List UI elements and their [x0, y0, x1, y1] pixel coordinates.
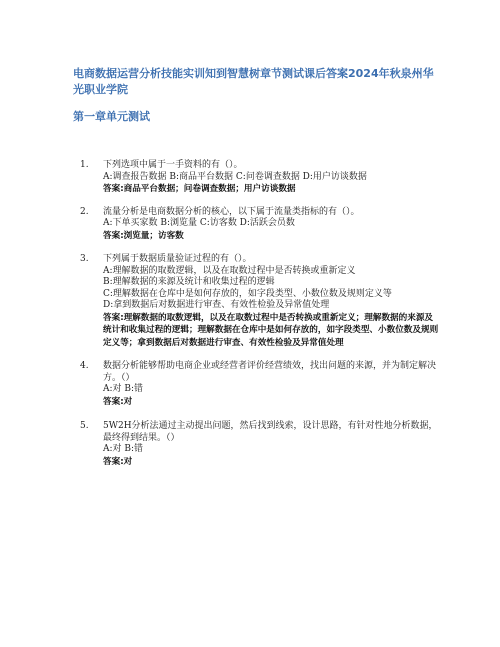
question-text: 下列属于数据质量验证过程的有（）。 — [103, 254, 252, 264]
question-number: 2. — [80, 206, 89, 217]
question-number: 3. — [80, 254, 89, 264]
question-number: 5. — [80, 421, 89, 431]
question-item — [80, 421, 440, 468]
chapter-title: 第一章单元测试 — [73, 110, 150, 123]
question-answer: 答案:浏览量；访客数 — [103, 230, 184, 241]
question-answer: 答案:对 — [103, 396, 133, 407]
question-text: 流量分析是电商数据分析的核心，以下属于流量类指标的有（）。 — [103, 206, 360, 217]
question-options: A:下单买家数 B:浏览量 C:访客数 D:活跃会员数 — [103, 218, 295, 228]
question-text: 数据分析能够帮助电商企业或经营者评价经营绩效，找出问题的来源，并为制定解决方。（） — [103, 361, 437, 383]
question-item — [80, 160, 440, 196]
question-option-c: C:理解数据在仓库中是如何存放的，如字段类型、小数位数及规则定义等 — [103, 288, 392, 299]
question-option-d: D:拿到数据后对数据进行审查、有效性检验及异常值处理 — [103, 300, 330, 310]
question-option-a: A:理解数据的取数逻辑，以及在取数过程中是否转换或重新定义 — [103, 265, 356, 276]
question-list — [80, 160, 440, 468]
question-number: 4. — [80, 361, 89, 371]
question-options: A:对 B:错 — [103, 384, 144, 394]
question-options: A:调查报告数据 B:商品平台数据 C:问卷调查数据 D:用户访谈数据 — [103, 171, 367, 182]
question-item — [80, 361, 440, 408]
question-answer: 答案:商品平台数据；问卷调查数据；用户访谈数据 — [103, 184, 296, 194]
question-text: 下列选项中属于一手资料的有（）。 — [103, 160, 243, 170]
question-answer: 答案:对 — [103, 456, 133, 467]
question-item — [80, 254, 440, 349]
question-number: 1. — [80, 160, 89, 170]
question-text: 5W2H分析法通过主动提出问题，然后找到线索，设计思路，有针对性地分析数据，最终得到结果。（） — [103, 421, 438, 443]
question-answer: 答案:理解数据的取数逻辑，以及在取数过程中是否转换或重新定义；理解数据的来源及统计和收集过程的逻辑；理解数据在仓库中是如何存放的，如字段类型、小数位数及规则定义等；拿到数据后对数据进行审查、有效性检验及异常值处理 — [103, 312, 439, 348]
question-item — [80, 207, 440, 243]
question-options: A:对 B:错 — [103, 444, 144, 454]
question-option-b: B:理解数据的来源及统计和收集过程的逻辑 — [103, 277, 275, 287]
document-title: 电商数据运营分析技能实训知到智慧树章节测试课后答案2024年秋泉州华光职业学院 — [73, 67, 434, 96]
